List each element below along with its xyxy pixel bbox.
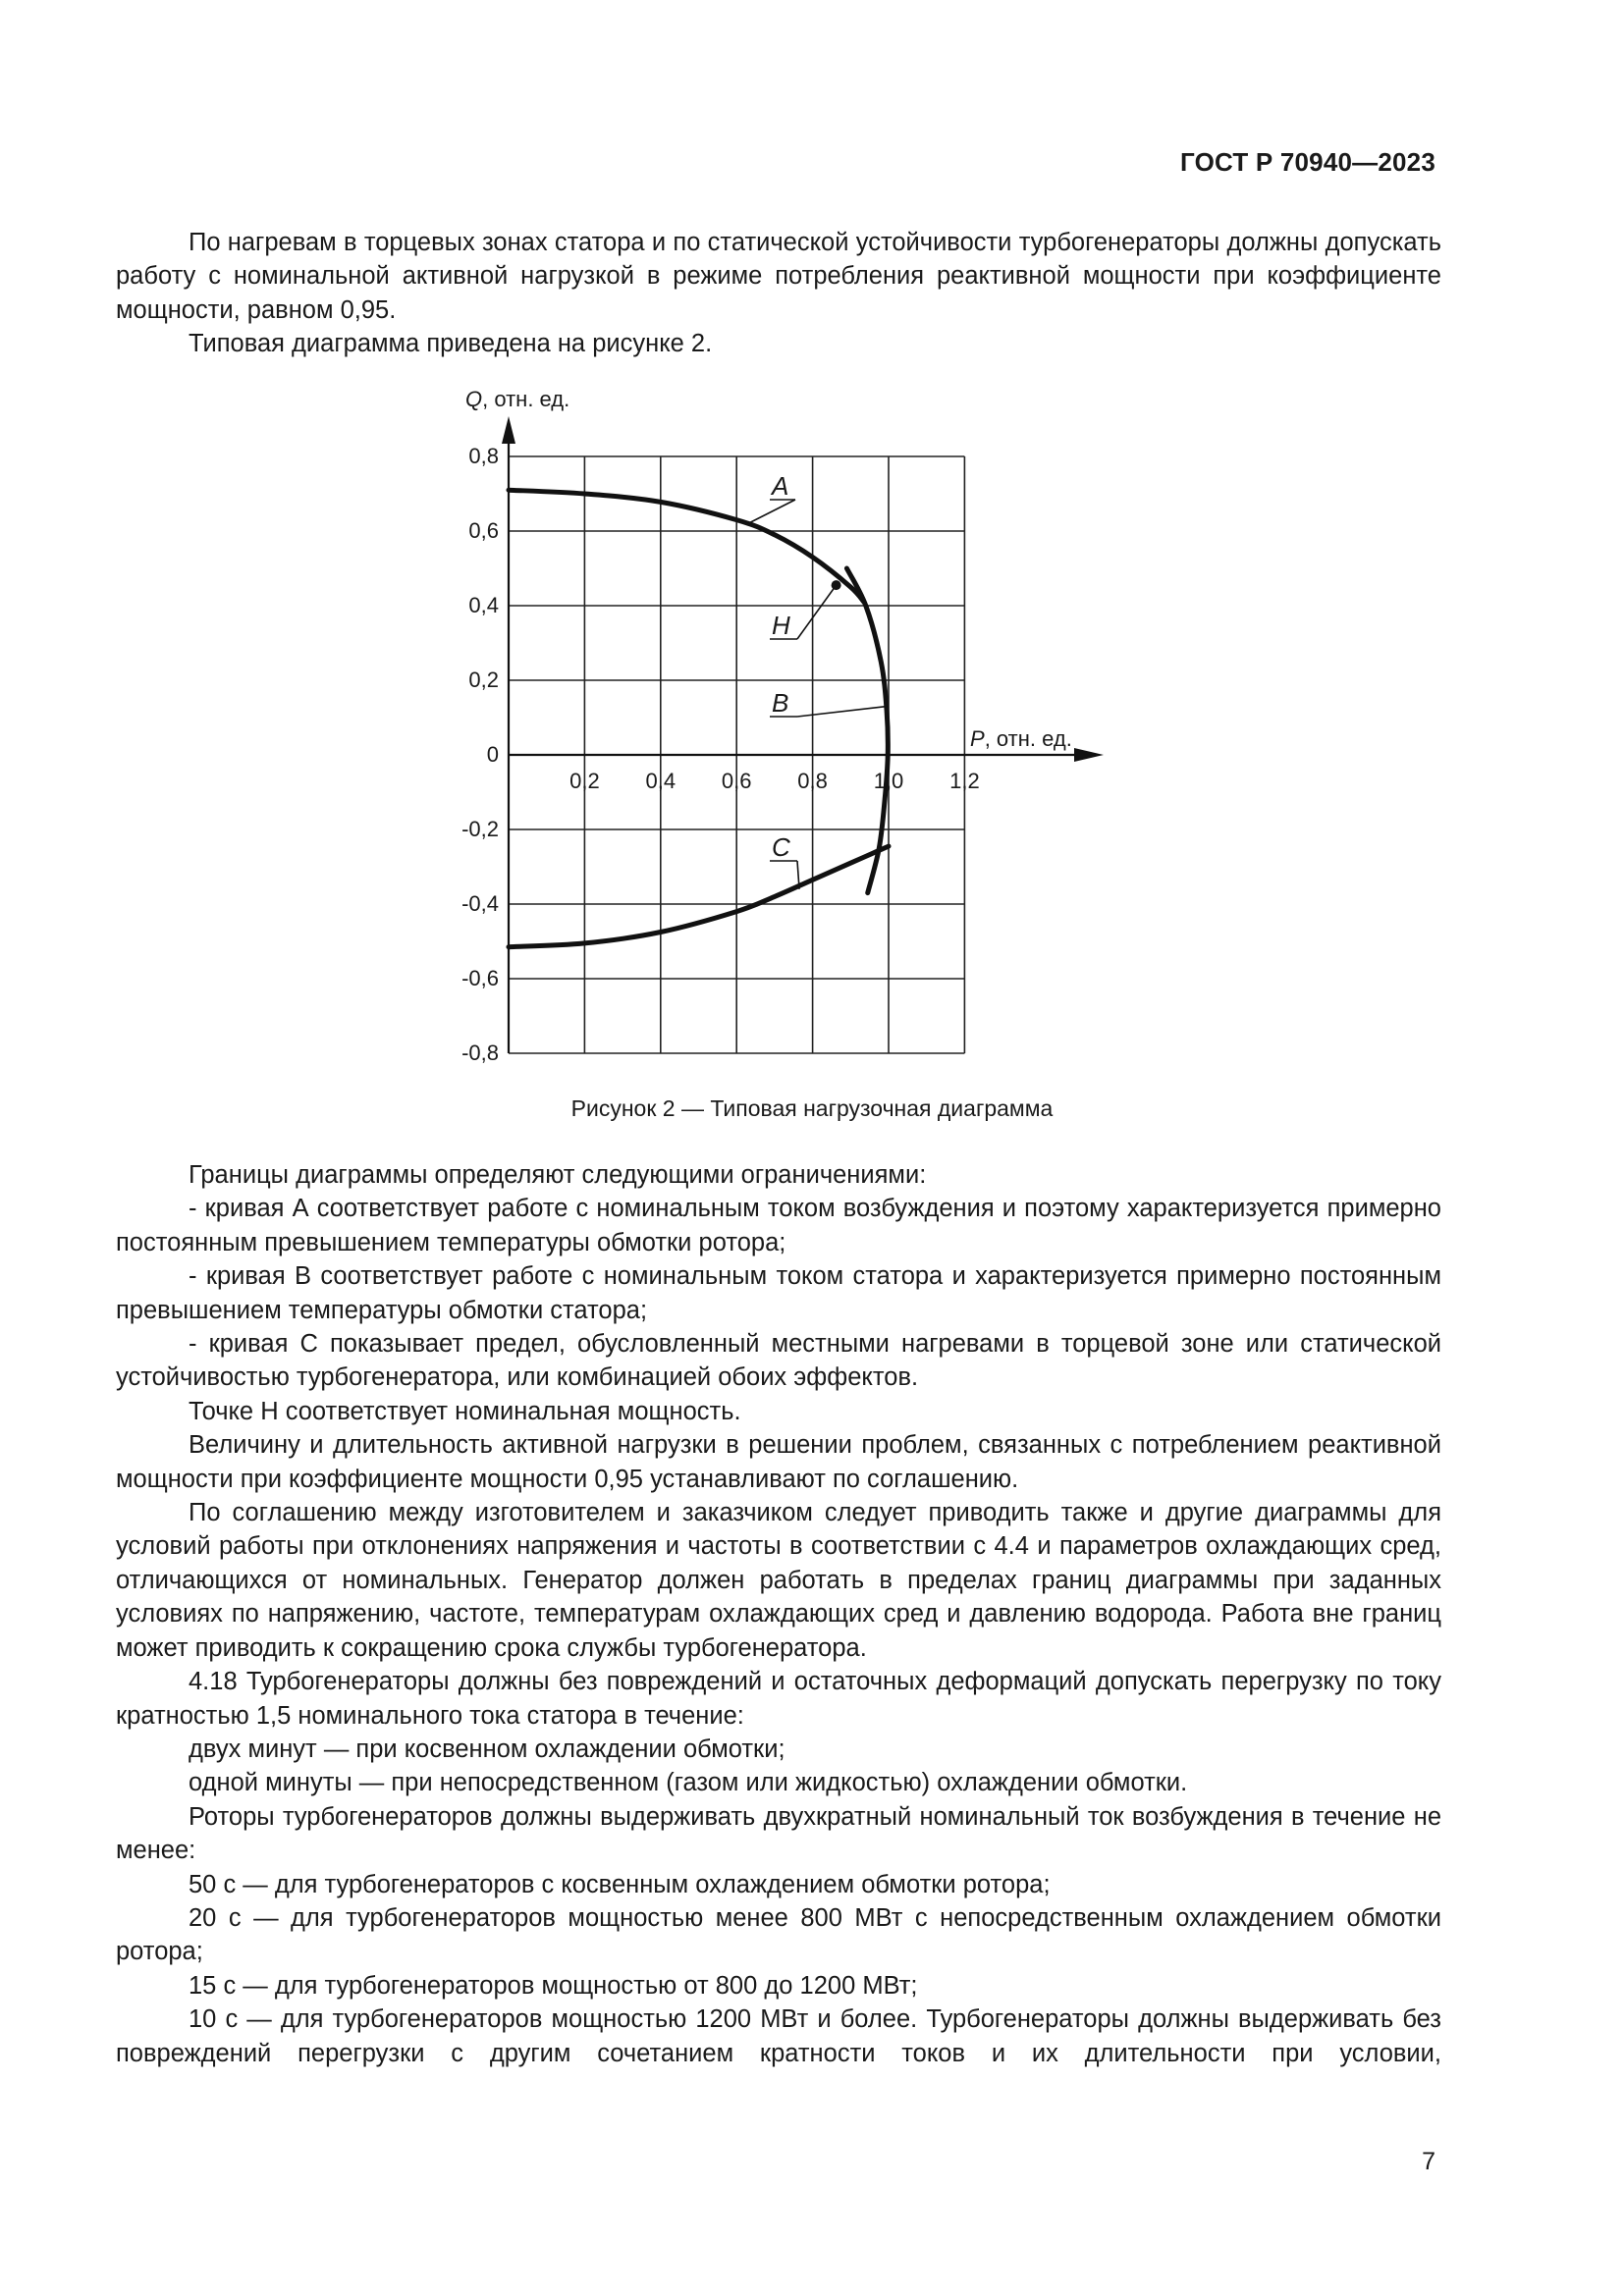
body-paragraph: 20 с — для турбогенераторов мощностью менее 800 МВт с непосредственным охлаждением обмотки ротора; [116,1903,1441,1966]
y-tick-label: 0,6 [468,518,499,543]
y-tick-label: 0,4 [468,593,499,617]
body-paragraph: одной минуты — при непосредственном (газом или жидкостью) охлаждении обмотки. [189,1769,1188,1797]
intro-paragraph: Типовая диаграмма приведена на рисунке 2. [189,330,713,358]
y-axis-label: Q, отн. ед. [465,387,570,411]
curve-label-C: C [772,832,790,862]
body-paragraph: Роторы турбогенераторов должны выдерживать двухкратный номинальный ток возбуждения в течение не менее: [116,1802,1441,1865]
x-tick-label: 0,6 [721,769,752,793]
y-tick-label: -0,2 [461,817,499,841]
body-paragraph: 10 с — для турбогенераторов мощностью 1200 МВт и более. Турбогенераторы должны выдерживать без повреждений перегрузки с другим сочетанием кратности токов и их длительности при условии, [116,2005,1441,2067]
y-tick-label: -0,6 [461,966,499,990]
body-paragraph: - кривая С показывает предел, обусловленный местными нагревами в торцевой зоне или статической устойчивостью турбогенератора, или комбинацией обоих эффектов. [116,1330,1441,1392]
curve-label-B: B [772,688,789,718]
body-paragraph: По соглашению между изготовителем и заказчиком следует приводить также и другие диаграммы для условий работы при отклонениях напряжения и частоты в соответствии с 4.4 и параметров охлаждающих сред, отличающихся от номинальных. Генератор должен работать в пределах границ диаграммы при заданных условиях по напряжению, частоте, температурам охлаждающих сред и давлению водорода. Работа вне границ может приводить к сокращению срока службы турбогенератора. [116,1499,1441,1662]
leader-line-H [797,585,837,639]
page-number: 7 [1422,2148,1435,2175]
leader-line-A [748,500,795,523]
body-paragraph: Точке Н соответствует номинальная мощность. [189,1397,741,1425]
body-text [116,1158,1441,2070]
load-diagram-chart [0,0,1624,1099]
body-paragraph: - кривая В соответствует работе с номинальным током статора и характеризуется примерно постоянным превышением температуры обмотки статора; [116,1262,1441,1324]
curve-A [509,490,864,602]
x-tick-label: 0,2 [569,769,600,793]
body-paragraph: - кривая А соответствует работе с номинальным током возбуждения и поэтому характеризуется примерно постоянным превышением температуры обмотки ротора; [116,1195,1441,1256]
curve-C [509,846,889,947]
x-axis-arrow [1074,748,1104,762]
standard-code: ГОСТ Р 70940—2023 [1180,147,1435,177]
y-tick-label: -0,4 [461,891,499,916]
body-paragraph: 50 с — для турбогенераторов с косвенным охлаждением обмотки ротора; [189,1870,1051,1898]
curve-label-A: A [772,471,789,501]
body-paragraph: 15 с — для турбогенераторов мощностью от 800 до 1200 МВт; [189,1971,918,2000]
x-tick-label: 0,4 [645,769,677,793]
body-paragraph: Границы диаграммы определяют следующими ограничениями: [189,1161,927,1189]
y-tick-label: 0,2 [468,667,499,692]
intro-paragraph: По нагревам в торцевых зонах статора и по статической устойчивости турбогенераторы должны допускать работу с номинальной активной нагрузкой в режиме потребления реактивной мощности при коэффициенте мощности, равном 0,95. [116,229,1441,324]
body-paragraph: Величину и длительность активной нагрузки в решении проблем, связанных с потреблением реактивной мощности при коэффициенте мощности 0,95 устанавливают по соглашению. [116,1431,1441,1493]
curve-B [846,568,888,893]
x-tick-label: 1,2 [949,769,980,793]
y-tick-label: 0,8 [468,444,499,468]
x-tick-label: 1,0 [873,769,904,793]
y-tick-label: -0,8 [461,1041,499,1065]
leader-line-B [797,707,887,717]
y-tick-label: 0 [486,742,499,767]
body-paragraph: двух минут — при косвенном охлаждении обмотки; [189,1735,785,1763]
figure-caption: Рисунок 2 — Типовая нагрузочная диаграмма [570,1095,1054,1121]
curve-label-H: H [772,611,790,640]
x-tick-label: 0,8 [797,769,828,793]
body-paragraph: 4.18 Турбогенераторы должны без повреждений и остаточных деформаций допускать перегрузку по току кратностью 1,5 номинального тока статора в течение: [116,1668,1441,1730]
x-axis-label: P, отн. ед. [970,726,1072,751]
y-axis-arrow [502,416,515,444]
